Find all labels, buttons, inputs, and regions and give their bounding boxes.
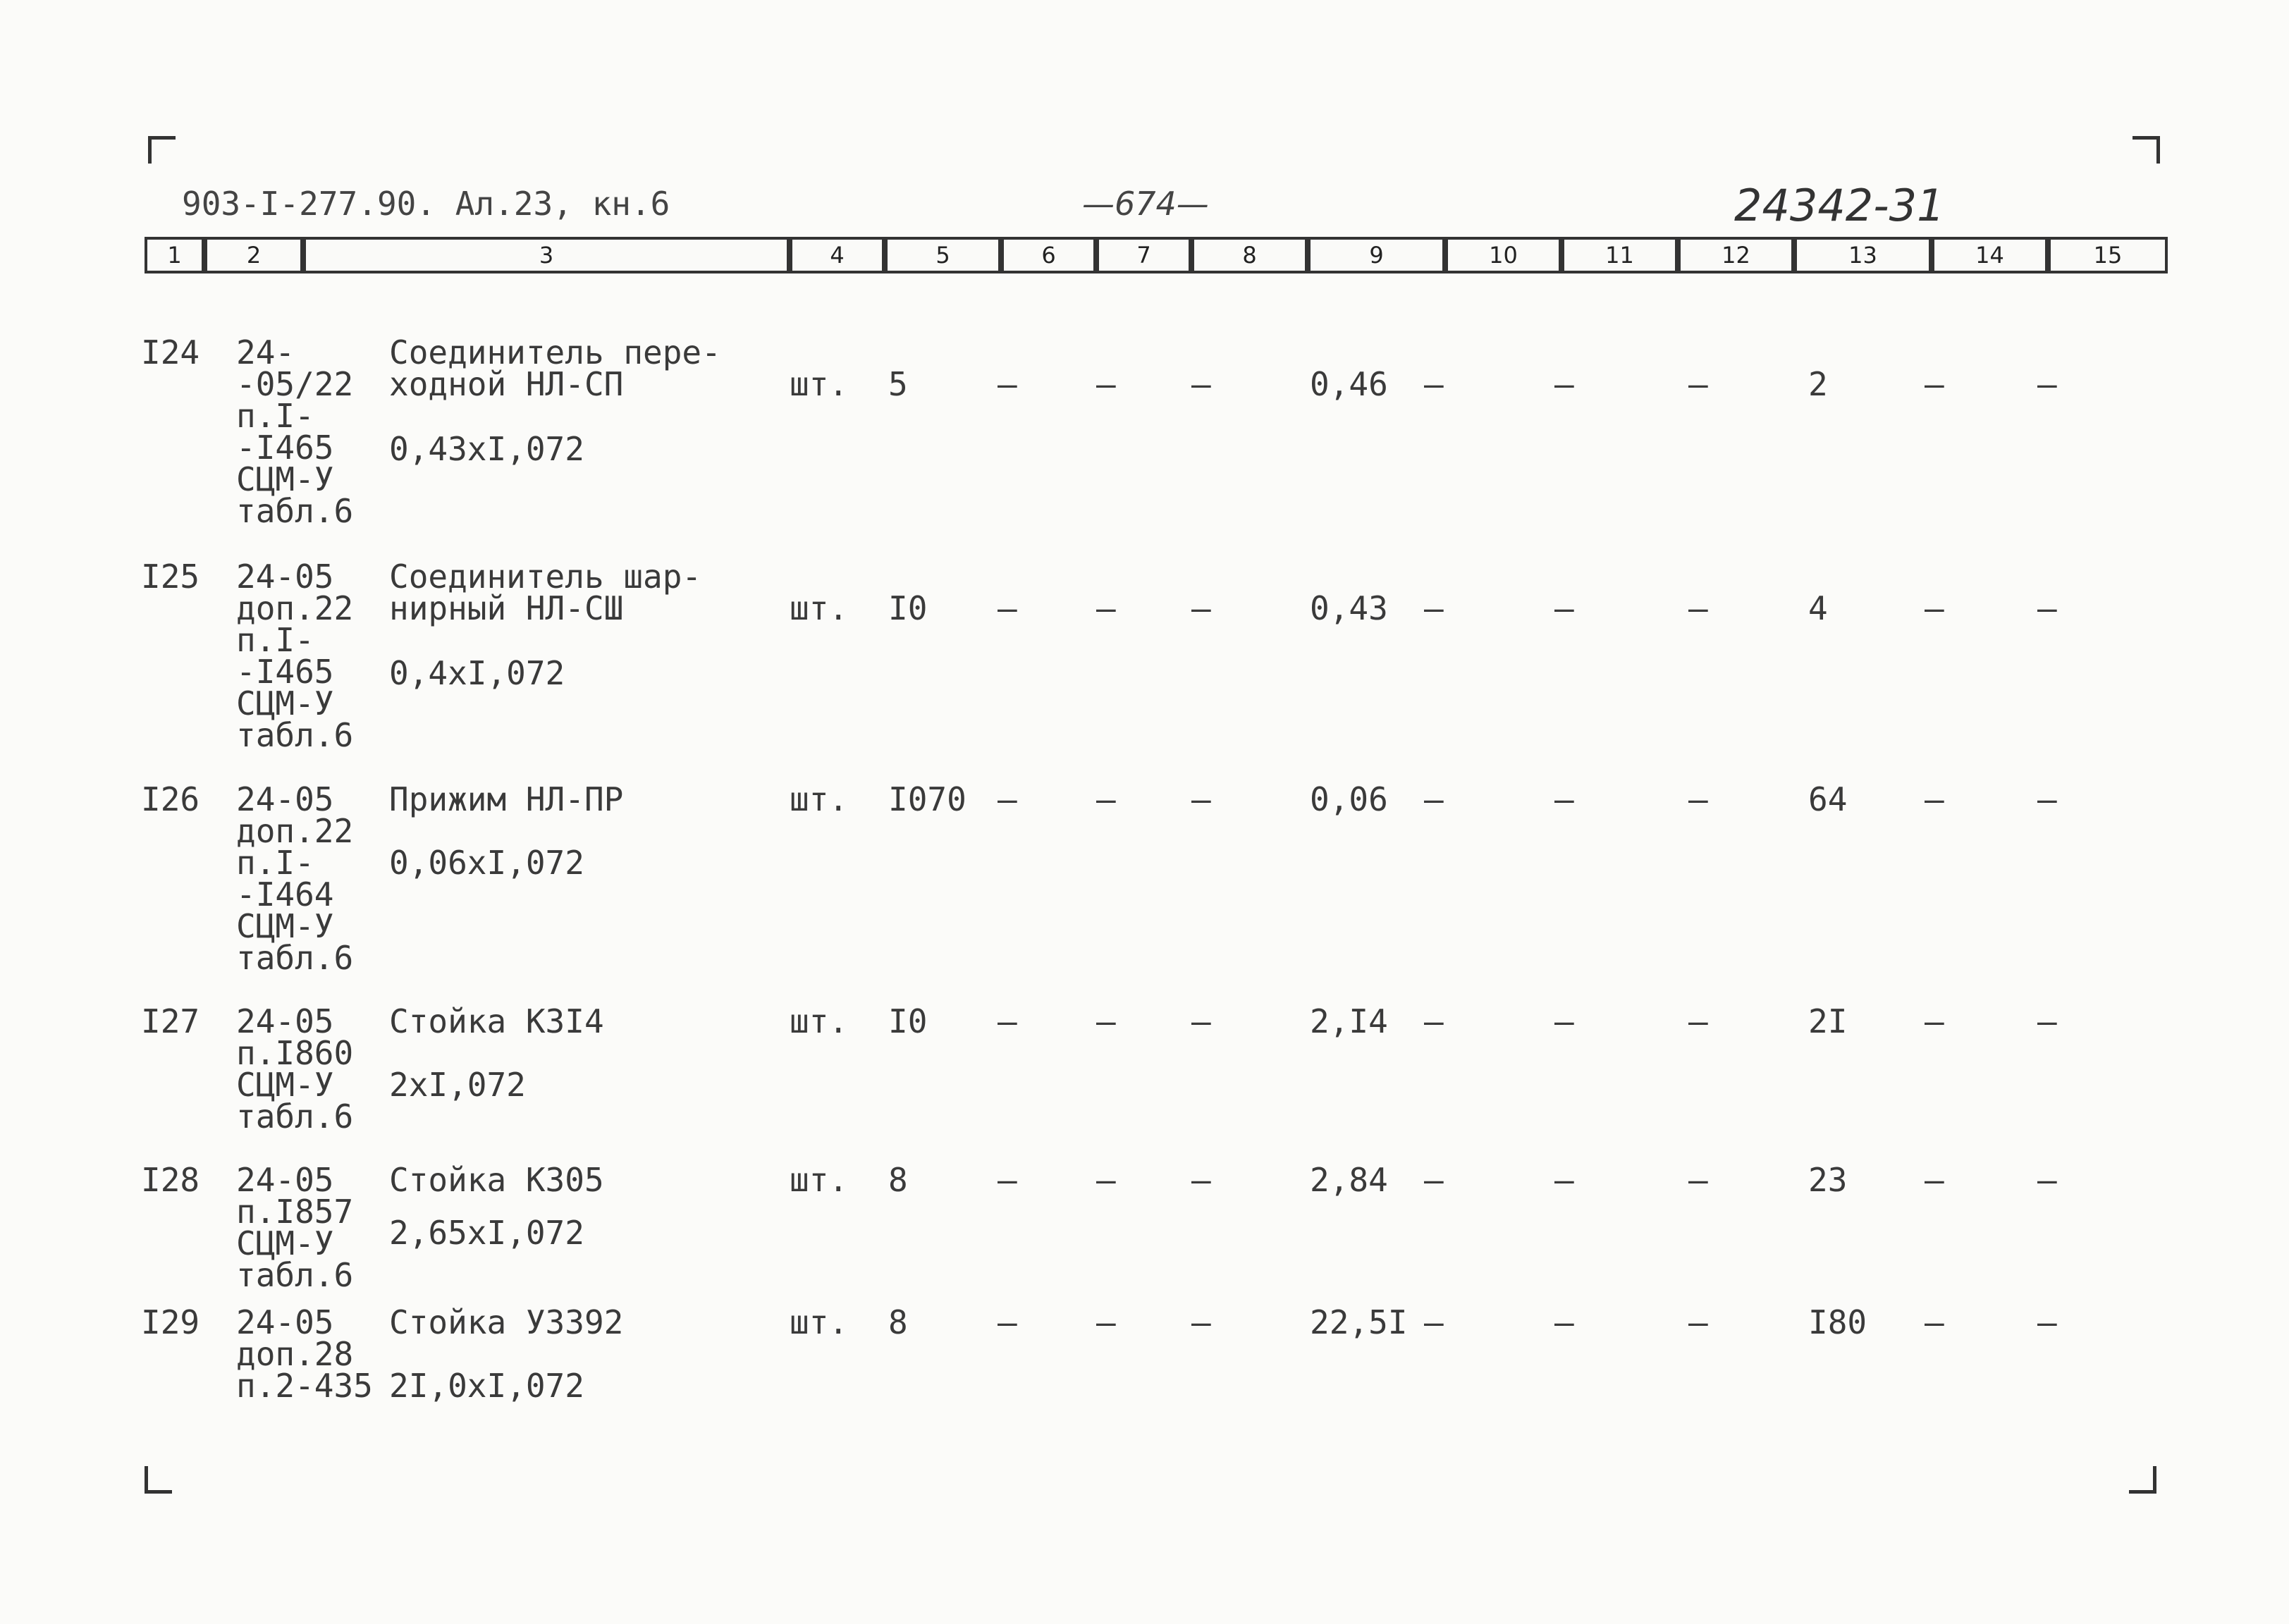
column-number-header xyxy=(145,237,2161,279)
corner-mark-bottom-right xyxy=(2129,1466,2156,1494)
col-14-value: – xyxy=(1925,1303,1944,1341)
reference: 24- -05/22 п.I- -I465 СЦМ-У табл.6 xyxy=(236,333,354,530)
item-name: Стойка У3392 xyxy=(389,1303,624,1341)
col-7-value: – xyxy=(1096,780,1116,818)
col-15-value: – xyxy=(2037,1303,2057,1341)
col-8-value: – xyxy=(1191,589,1211,627)
reference: 24-05 доп.22 п.I- -I464 СЦМ-У табл.6 xyxy=(236,780,354,977)
col-8-value: – xyxy=(1191,780,1211,818)
quantity: 8 xyxy=(888,1303,908,1341)
unit: шт. xyxy=(790,1303,849,1341)
column-header-13: 13 xyxy=(1794,237,1932,273)
col-9-value: 22,5I xyxy=(1310,1303,1408,1341)
col-10-value: – xyxy=(1424,1161,1444,1199)
col-10-value: – xyxy=(1424,780,1444,818)
col-12-value: – xyxy=(1688,589,1708,627)
col-9-value: 0,06 xyxy=(1310,780,1388,818)
item-name: Соединитель шар- нирный НЛ-СШ xyxy=(389,558,702,627)
col-14-value: – xyxy=(1925,780,1944,818)
col-10-value: – xyxy=(1424,1002,1444,1040)
col-15-value: – xyxy=(2037,589,2057,627)
item-name: Стойка К305 xyxy=(389,1161,604,1199)
row-number: I24 xyxy=(141,333,200,371)
unit: шт. xyxy=(790,1161,849,1199)
document-code: 903-I-277.90. Ал.23, кн.6 xyxy=(182,185,670,223)
col-8-value: – xyxy=(1191,1303,1211,1341)
unit: шт. xyxy=(790,589,849,627)
corner-mark-top-left xyxy=(148,136,176,164)
col-7-value: – xyxy=(1096,1002,1116,1040)
col-11-value: – xyxy=(1554,589,1574,627)
item-dimensions: 2,65хI,072 xyxy=(389,1214,584,1252)
col-14-value: – xyxy=(1925,1002,1944,1040)
column-header-5: 5 xyxy=(885,237,1001,273)
column-header-6: 6 xyxy=(1001,237,1096,273)
col-7-value: – xyxy=(1096,1161,1116,1199)
col-13-value: 23 xyxy=(1808,1161,1848,1199)
item-dimensions: 0,4хI,072 xyxy=(389,654,565,692)
unit: шт. xyxy=(790,1002,849,1040)
col-10-value: – xyxy=(1424,365,1444,403)
col-12-value: – xyxy=(1688,1161,1708,1199)
item-name: Прижим НЛ-ПР xyxy=(389,780,624,818)
col-13-value: 2 xyxy=(1808,365,1828,403)
row-number: I27 xyxy=(141,1002,200,1040)
quantity: 8 xyxy=(888,1161,908,1199)
column-header-4: 4 xyxy=(790,237,885,273)
col-6-value: – xyxy=(998,365,1017,403)
quantity: I0 xyxy=(888,589,928,627)
item-name: Соединитель пере- ходной НЛ-СП xyxy=(389,333,721,403)
col-11-value: – xyxy=(1554,365,1574,403)
col-12-value: – xyxy=(1688,1303,1708,1341)
col-14-value: – xyxy=(1925,589,1944,627)
col-8-value: – xyxy=(1191,365,1211,403)
column-header-9: 9 xyxy=(1308,237,1445,273)
column-header-15: 15 xyxy=(2048,237,2168,273)
row-number: I29 xyxy=(141,1303,200,1341)
corner-mark-bottom-left xyxy=(145,1466,172,1494)
quantity: I0 xyxy=(888,1002,928,1040)
row-number: I25 xyxy=(141,558,200,596)
quantity: 5 xyxy=(888,365,908,403)
col-10-value: – xyxy=(1424,1303,1444,1341)
col-14-value: – xyxy=(1925,365,1944,403)
column-header-1: 1 xyxy=(145,237,204,273)
unit: шт. xyxy=(790,780,849,818)
reference: 24-05 п.I857 СЦМ-У табл.6 xyxy=(236,1161,354,1294)
reference: 24-05 доп.28 п.2-435 xyxy=(236,1303,373,1405)
col-11-value: – xyxy=(1554,1303,1574,1341)
item-dimensions: 2I,0хI,072 xyxy=(389,1367,584,1405)
reference: 24-05 п.I860 СЦМ-У табл.6 xyxy=(236,1002,354,1136)
reference: 24-05 доп.22 п.I- -I465 СЦМ-У табл.6 xyxy=(236,558,354,754)
item-dimensions: 0,06хI,072 xyxy=(389,844,584,882)
page-number: —674— xyxy=(1082,185,1209,223)
col-9-value: 0,43 xyxy=(1310,589,1388,627)
quantity: I070 xyxy=(888,780,966,818)
column-header-2: 2 xyxy=(204,237,303,273)
row-number: I28 xyxy=(141,1161,200,1199)
col-11-value: – xyxy=(1554,780,1574,818)
unit: шт. xyxy=(790,365,849,403)
col-8-value: – xyxy=(1191,1002,1211,1040)
col-14-value: – xyxy=(1925,1161,1944,1199)
col-11-value: – xyxy=(1554,1161,1574,1199)
col-9-value: 0,46 xyxy=(1310,365,1388,403)
column-header-14: 14 xyxy=(1932,237,2048,273)
item-dimensions: 0,43хI,072 xyxy=(389,430,584,468)
col-7-value: – xyxy=(1096,365,1116,403)
col-13-value: 64 xyxy=(1808,780,1848,818)
col-15-value: – xyxy=(2037,1002,2057,1040)
col-13-value: 2I xyxy=(1808,1002,1848,1040)
column-header-8: 8 xyxy=(1191,237,1308,273)
col-6-value: – xyxy=(998,1161,1017,1199)
column-header-7: 7 xyxy=(1096,237,1191,273)
col-6-value: – xyxy=(998,589,1017,627)
col-6-value: – xyxy=(998,1303,1017,1341)
col-12-value: – xyxy=(1688,1002,1708,1040)
col-7-value: – xyxy=(1096,1303,1116,1341)
col-9-value: 2,84 xyxy=(1310,1161,1388,1199)
sheet-code: 24342-31 xyxy=(1734,180,1945,231)
row-number: I26 xyxy=(141,780,200,818)
col-15-value: – xyxy=(2037,780,2057,818)
item-name: Стойка К3I4 xyxy=(389,1002,604,1040)
col-15-value: – xyxy=(2037,365,2057,403)
column-header-12: 12 xyxy=(1678,237,1794,273)
col-8-value: – xyxy=(1191,1161,1211,1199)
col-12-value: – xyxy=(1688,780,1708,818)
column-header-3: 3 xyxy=(303,237,790,273)
col-6-value: – xyxy=(998,1002,1017,1040)
col-13-value: 4 xyxy=(1808,589,1828,627)
col-13-value: I80 xyxy=(1808,1303,1867,1341)
col-10-value: – xyxy=(1424,589,1444,627)
col-6-value: – xyxy=(998,780,1017,818)
corner-mark-top-right xyxy=(2132,136,2160,164)
column-header-10: 10 xyxy=(1445,237,1561,273)
item-dimensions: 2хI,072 xyxy=(389,1066,526,1104)
column-header-11: 11 xyxy=(1561,237,1678,273)
col-7-value: – xyxy=(1096,589,1116,627)
col-12-value: – xyxy=(1688,365,1708,403)
col-9-value: 2,I4 xyxy=(1310,1002,1388,1040)
col-15-value: – xyxy=(2037,1161,2057,1199)
col-11-value: – xyxy=(1554,1002,1574,1040)
